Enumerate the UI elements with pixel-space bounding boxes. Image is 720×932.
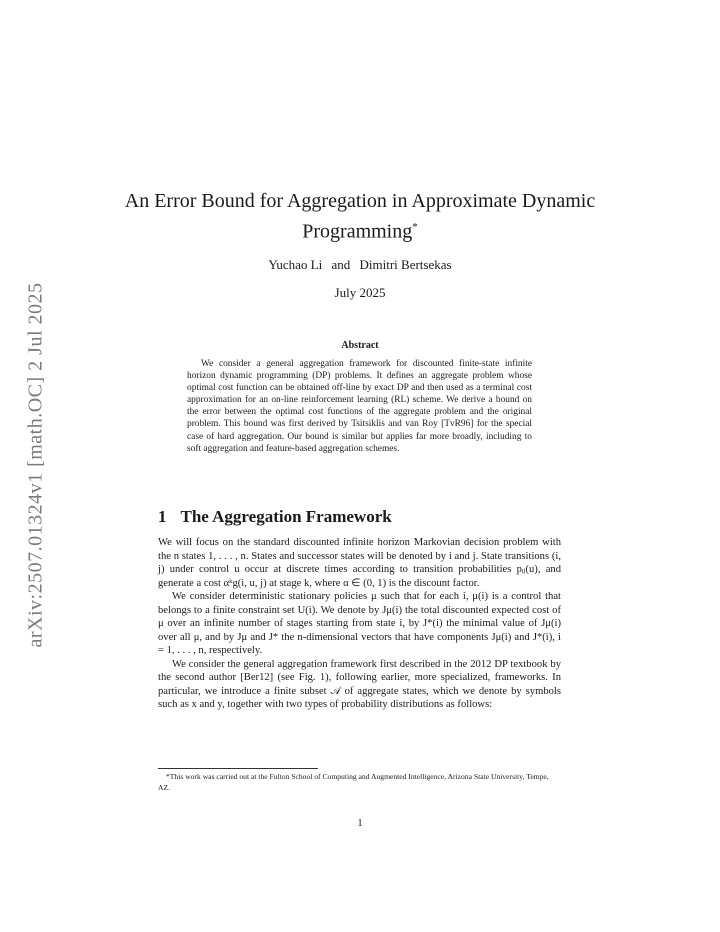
abstract-text: We consider a general aggregation framework for discounted finite-state infinite horizon dynamic programming (DP) problems. It defines an aggregate problem whose optimal cost function can be obtained off-line by exact DP and then used as a terminal cost approximation for an on-line reinforcement learning (RL) scheme. We derive a bound on the error between the optimal cost functions of the aggregate problem and the original problem. This bound was first derived by Tsitsiklis and van Roy [TvR96] for the special case of hard aggregation. Our bound is similar but applies far more broadly, including to soft aggregation and feature-based aggregation schemes. <box>187 359 532 454</box>
paper-title <box>120 188 600 245</box>
author-separator: and <box>331 257 351 272</box>
section-title: The Aggregation Framework <box>180 507 392 526</box>
title-footnote-mark: * <box>412 221 418 233</box>
paper-title-text: An Error Bound for Aggregation in Approximate Dynamic Programming <box>124 190 596 243</box>
footnote: *This work was carried out at the Fulton School of Computing and Augmented Intelligence, Arizona State University, Tempe, AZ. <box>158 772 549 792</box>
arxiv-identifier: arXiv:2507.01324v1 [math.OC] 2 Jul 2025 <box>24 282 47 648</box>
abstract-heading: Abstract <box>341 340 379 351</box>
section-number: 1 <box>158 507 167 526</box>
section-heading <box>158 507 392 527</box>
body-paragraph: We consider deterministic stationary policies μ such that for each i, μ(i) is a control that belongs to a finite constraint set U(i). We denote by Jμ(i) the total discounted expected cost of μ over an infinite number of stages starting from state i, by J*(i) the minimal value of Jμ(i) over all μ, and by Jμ and J* the n-dimensional vectors that have components Jμ(i) and J*(i), i = 1, . . . , n, respectively. <box>158 591 561 656</box>
footnote-rule <box>158 768 318 769</box>
page-number: 1 <box>357 818 363 829</box>
body-paragraph: We consider the general aggregation framework first described in the 2012 DP textbook by the second author [Ber12] (see Fig. 1), following earlier, more specialized, frameworks. In particular, we introduce a finite subset 𝒜 of aggregate states, which we denote by symbols such as x and y, together with two types of probability distributions as follows: <box>158 658 561 710</box>
author-name: Yuchao Li <box>268 257 323 272</box>
section-body <box>158 536 561 712</box>
body-paragraph: We will focus on the standard discounted infinite horizon Markovian decision problem with the n states 1, . . . , n. States and successor states will be denoted by i and j. State transitions (i, j) under control u occur at discrete times according to transition probabilities pᵢⱼ(u), and generate a cost αᵏg(i, u, j) at stage k, where α ∈ (0, 1) is the discount factor. <box>158 537 561 589</box>
author-list <box>120 257 600 273</box>
paper-date: July 2025 <box>334 285 386 300</box>
author-name: Dimitri Bertsekas <box>359 257 452 272</box>
